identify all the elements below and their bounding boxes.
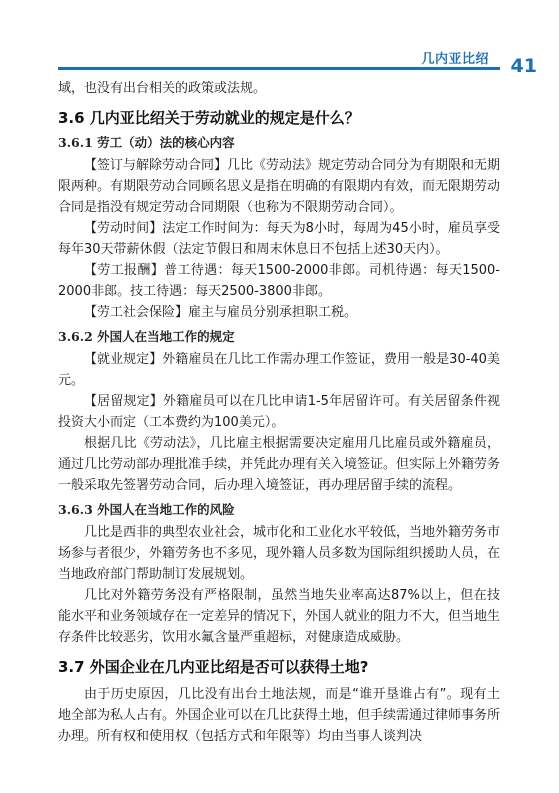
subsection-heading-3-6-2: 3.6.2 外国人在当地工作的规定	[58, 329, 235, 344]
subsection-heading-3-6-3: 3.6.3 外国人在当地工作的风险	[58, 502, 235, 517]
page-header	[0, 0, 559, 80]
paragraph: 根据几比《劳动法》，几比雇主根据需要决定雇用几比雇员或外籍雇员，通过几比劳动部办理批准手续，并凭此办理有关入境签证。但实际上外籍劳务一般采取先签署劳动合同，后办理入境签证，再办理居留手续的流程。	[58, 436, 501, 493]
paragraph: 由于历史原因，几比没有出台土地法规，而是“谁开垦谁占有”。现有土地全部为私人占有。外国企业可以在几比获得土地，但手续需通过律师事务所办理。所有权和使用权（包括方式和年限等）均由当事人谈判决	[58, 687, 501, 744]
subsection-heading-3-6-1: 3.6.1 劳工（动）法的核心内容	[58, 135, 235, 150]
paragraph: 【签订与解除劳动合同】几比《劳动法》规定劳动合同分为有期限和无期限两种。有期限劳动合同顾名思义是指在明确的有限期内有效，而无限期劳动合同是指没有规定劳动合同期限（也称为不限期劳动合同）。	[58, 158, 501, 215]
header-rule	[58, 67, 500, 70]
section-heading-3-6: 3.6 几内亚比绍关于劳动就业的规定是什么？	[58, 109, 360, 127]
paragraph: 【居留规定】外籍雇员可以在几比申请1-5年居留许可。有关居留条件视投资大小而定（工本费约为100美元）。	[58, 394, 500, 430]
paragraph: 【劳动时间】法定工作时间为：每天为8小时，每周为45小时，雇员享受每年30天带薪休假（法定节假日和周末休息日不包括上述30天内）。	[58, 221, 500, 257]
section-heading-3-7: 3.7 外国企业在几内亚比绍是否可以获得土地?	[58, 658, 369, 676]
running-header-title: 几内亚比绍	[421, 52, 489, 67]
page-number: 41	[510, 55, 537, 77]
paragraph: 【劳工社会保险】雇主与雇员分别承担职工税。	[84, 305, 358, 320]
paragraph: 【就业规定】外籍雇员在几比工作需办理工作签证，费用一般是30-40美元。	[58, 352, 500, 388]
page-content	[58, 78, 500, 747]
paragraph: 【劳工报酬】普工待遇：每天1500-2000非郎。司机待遇：每天1500-2000非郎。技工待遇：每天2500-3800非郎。	[58, 263, 500, 299]
paragraph: 几比对外籍劳务没有严格限制，虽然当地失业率高达87%以上，但在技能水平和业务领域存在一定差异的情况下，外国人就业的阻力不大，但当地生存条件比较恶劣，饮用水氟含量严重超标，对健康造成威胁。	[58, 588, 501, 645]
paragraph: 几比是西非的典型农业社会，城市化和工业化水平较低，当地外籍劳务市场参与者很少，外籍劳务也不多见，现外籍人员多数为国际组织援助人员，在当地政府部门帮助制订发展规划。	[58, 525, 501, 582]
continued-paragraph: 域，也没有出台相关的政策或法规。	[58, 81, 267, 96]
